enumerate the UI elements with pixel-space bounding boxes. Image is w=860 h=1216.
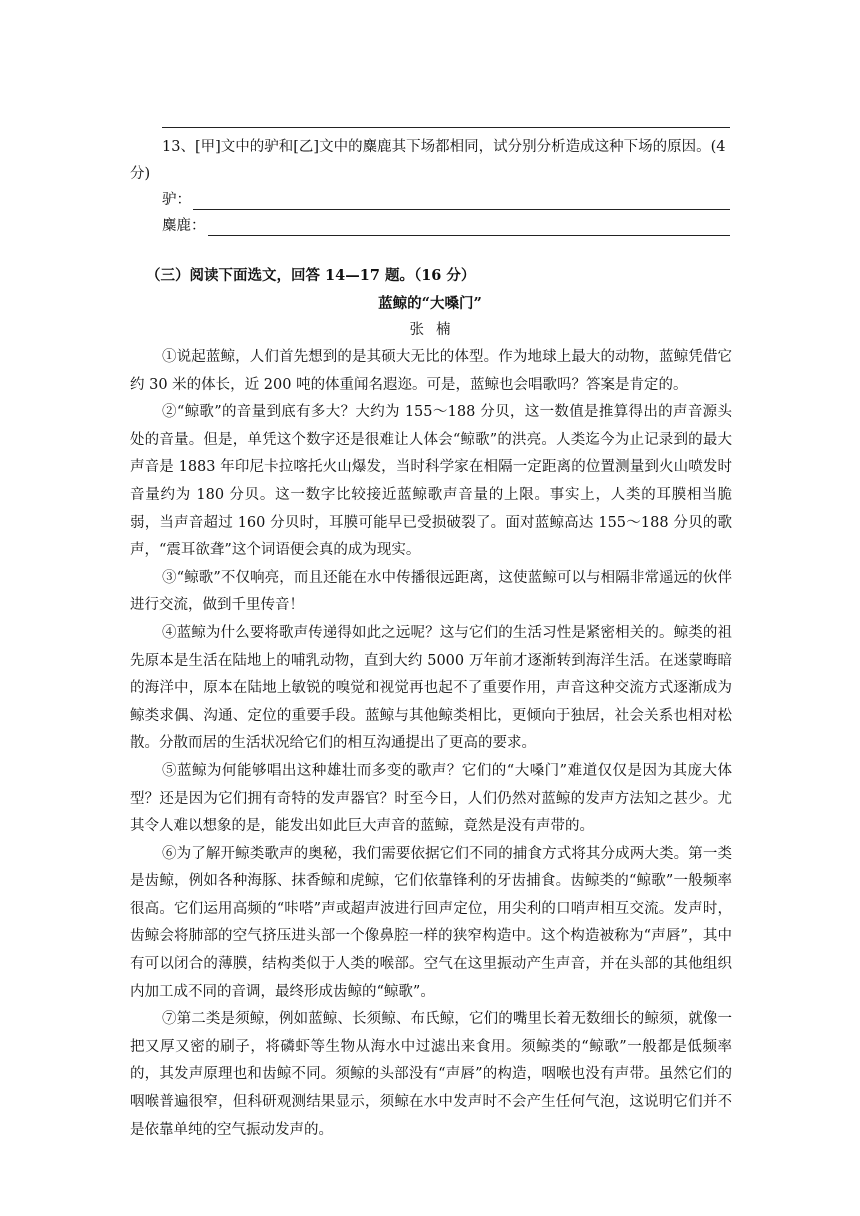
paragraph-5: ⑤蓝鲸为何能够唱出这种雄壮而多变的歌声？它们的“大嗓门”难道仅仅是因为其庞大体型？还是因为它们拥有奇特的发声器官？时至今日，人们仍然对蓝鲸的发声方法知之甚少。尤其令人难以想象的是，能发出如此巨大声音的蓝鲸，竟然是没有声带的。 (130, 762, 732, 835)
paragraph-3: ③“鲸歌”不仅响亮，而且还能在水中传播很远距离，这使蓝鲸可以与相隔非常遥远的伙伴进行交流，做到千里传音！ (130, 569, 732, 614)
article-body (130, 344, 732, 1144)
answer-blank-elk[interactable] (208, 221, 731, 236)
answer-line-previous (162, 127, 730, 128)
question-13: 13、[甲]文中的驴和[乙]文中的麋鹿其下场都相同，试分别分析造成这种下场的原因。(4 分) (130, 139, 726, 182)
paragraph-1: ①说起蓝鲸，人们首先想到的是其硕大无比的体型。作为地球上最大的动物，蓝鲸凭借它约 30 米的体长，近 200 吨的体重闻名遐迩。可是，蓝鲸也会唱歌吗？答案是肯定的。 (130, 349, 732, 393)
article-author: 张楠 (409, 322, 463, 338)
article-title: 蓝鲸的“大嗓门” (378, 295, 482, 312)
answer-label-donkey: 驴： (162, 192, 191, 208)
answer-blank-donkey[interactable] (193, 195, 730, 210)
answer-line-donkey[interactable] (162, 190, 730, 210)
answer-label-elk: 麋鹿： (162, 218, 206, 234)
section-heading: （三）阅读下面选文，回答 14—17 题。（16 分） (146, 267, 476, 284)
paragraph-7: ⑦第二类是须鲸，例如蓝鲸、长须鲸、布氏鲸，它们的嘴里长着无数细长的鲸须，就像一把又厚又密的刷子，将磷虾等生物从海水中过滤出来食用。须鲸类的“鲸歌”一般都是低频率的，其发声原理也和齿鲸不同。须鲸的头部没有“声唇”的构造，咽喉也没有声带。虽然它们的咽喉普遍很窄，但科研观测结果显示，须鲸在水中发声时不会产生任何气泡，这说明它们并不是依靠单纯的空气振动发声的。 (130, 1011, 732, 1138)
paragraph-4: ④蓝鲸为什么要将歌声传递得如此之远呢？这与它们的生活习性是紧密相关的。鲸类的祖先原本是生活在陆地上的哺乳动物，直到大约 5000 万年前才逐渐转到海洋生活。在迷蒙晦暗的海洋中，原本在陆地上敏锐的嗅觉和视觉再也起不了重要作用，声音这种交流方式逐渐成为鲸类求偶、沟通、定位的重要手段。蓝鲸与其他鲸类相比，更倾向于独居，社会关系也相对松散。分散而居的生活状况给它们的相互沟通提出了更高的要求。 (130, 624, 732, 752)
paragraph-2: ②“鲸歌”的音量到底有多大？大约为 155～188 分贝，这一数值是推算得出的声音源头处的音量。但是，单凭这个数字还是很难让人体会“鲸歌”的洪亮。人类迄今为止记录到的最大声音是 1883 年印尼卡拉喀托火山爆发，当时科学家在相隔一定距离的位置测量到火山喷发时音量约为 180 分贝。这一数字比较接近蓝鲸歌声音量的上限。事实上，人类的耳膜相当脆弱，当声音超过 160 分贝时，耳膜可能早已受损破裂了。面对蓝鲸高达 155～188 分贝的歌声，“震耳欲聋”这个词语便会真的成为现实。 (130, 404, 732, 559)
paragraph-6: ⑥为了解开鲸类歌声的奥秘，我们需要依据它们不同的捕食方式将其分成两大类。第一类是齿鲸，例如各种海豚、抹香鲸和虎鲸，它们依靠锋利的牙齿捕食。齿鲸类的“鲸歌”一般频率很高。它们运用高频的“咔嗒”声或超声波进行回声定位，用尖利的口哨声相互交流。发声时，齿鲸会将肺部的空气挤压进头部一个像鼻腔一样的狭窄构造中。这个构造被称为“声唇”，其中有可以闭合的薄膜，结构类似于人类的喉部。空气在这里振动产生声音，并在头部的其他组织内加工成不同的音调，最终形成齿鲸的“鲸歌”。 (130, 845, 732, 1000)
answer-line-elk[interactable] (162, 216, 730, 236)
